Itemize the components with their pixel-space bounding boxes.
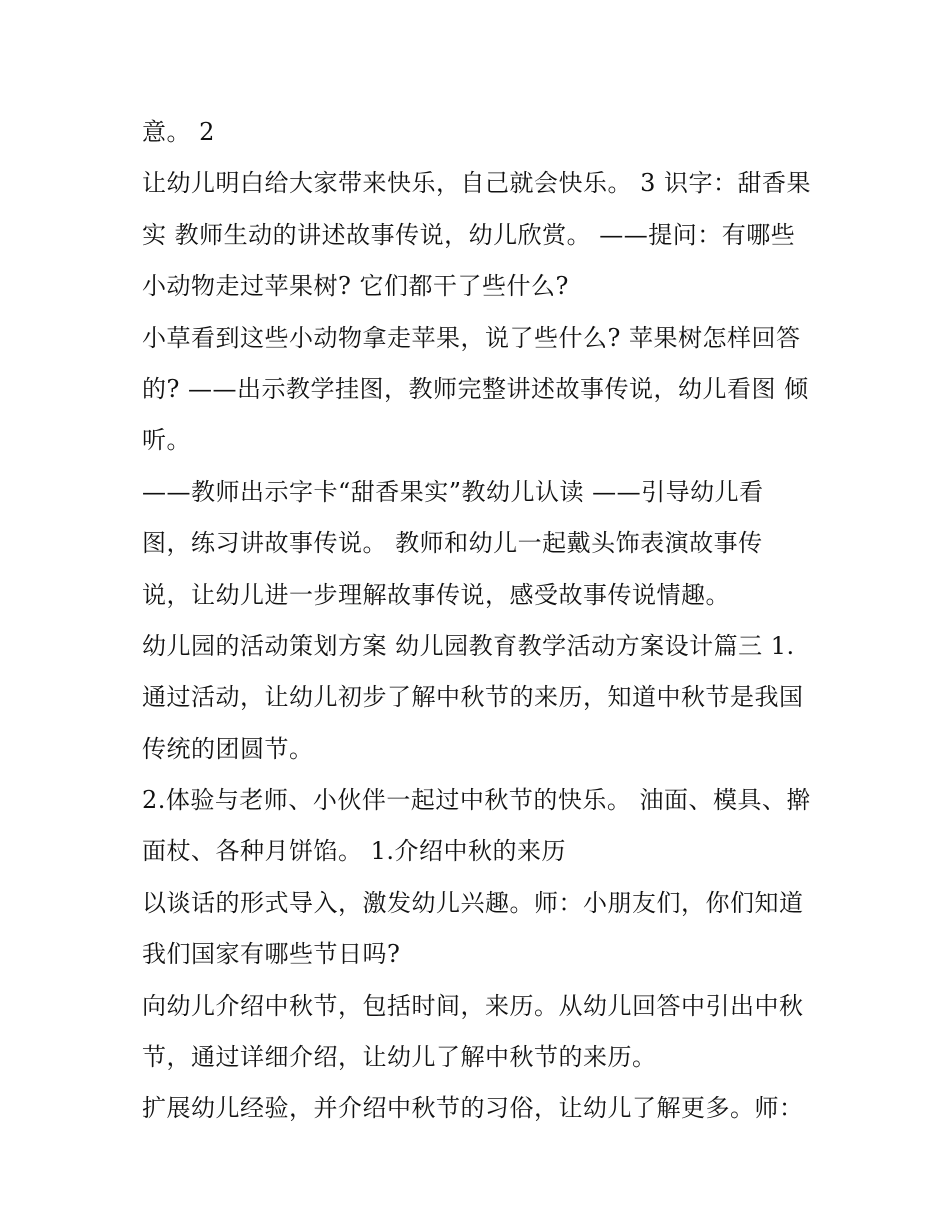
text-line: 图，练习讲故事传说。 教师和幼儿一起戴头饰表演故事传 xyxy=(142,529,763,558)
text-line: 意。 2 xyxy=(142,118,215,146)
text-line: 2.体验与老师、小伙伴一起过中秋节的快乐。 油面、模具、擀 xyxy=(142,786,812,815)
text-line: 听。 xyxy=(142,426,191,455)
text-line: 我们国家有哪些节日吗? xyxy=(142,940,401,969)
text-line: 扩展幼儿经验，并介绍中秋节的习俗，让幼儿了解更多。师： xyxy=(142,1094,804,1123)
text-line: 实 教师生动的讲述故事传说，幼儿欣赏。 ——提问：有哪些 xyxy=(142,220,796,249)
text-line: 小动物走过苹果树? 它们都干了些什么? xyxy=(142,272,569,301)
text-line: 通过活动，让幼儿初步了解中秋节的来历，知道中秋节是我国 xyxy=(142,683,804,712)
text-line: 传统的团圆节。 xyxy=(142,734,314,763)
text-line: 以谈话的形式导入，激发幼儿兴趣。师：小朋友们，你们知道 xyxy=(142,888,804,917)
text-line: 向幼儿介绍中秋节，包括时间，来历。从幼儿回答中引出中秋 xyxy=(142,991,804,1020)
body-text xyxy=(142,107,822,1135)
text-line: 节，通过详细介绍，让幼儿了解中秋节的来历。 xyxy=(142,1043,657,1072)
text-line: 的? ——出示教学挂图，教师完整讲述故事传说，幼儿看图 倾 xyxy=(142,374,809,403)
text-line: 面杖、各种月饼馅。 1.介绍中秋的来历 xyxy=(142,837,567,866)
text-line: ——教师出示字卡“甜香果实”教幼儿认读 ——引导幼儿看 xyxy=(142,477,764,506)
text-line: 小草看到这些小动物拿走苹果，说了些什么? 苹果树怎样回答 xyxy=(142,323,801,352)
text-line: 说，让幼儿进一步理解故事传说，感受故事传说情趣。 xyxy=(142,580,730,609)
text-line: 幼儿园的活动策划方案 幼儿园教育教学活动方案设计篇三 1. xyxy=(142,631,795,660)
text-line: 让幼儿明白给大家带来快乐，自己就会快乐。 3 识字：甜香果 xyxy=(142,169,812,198)
